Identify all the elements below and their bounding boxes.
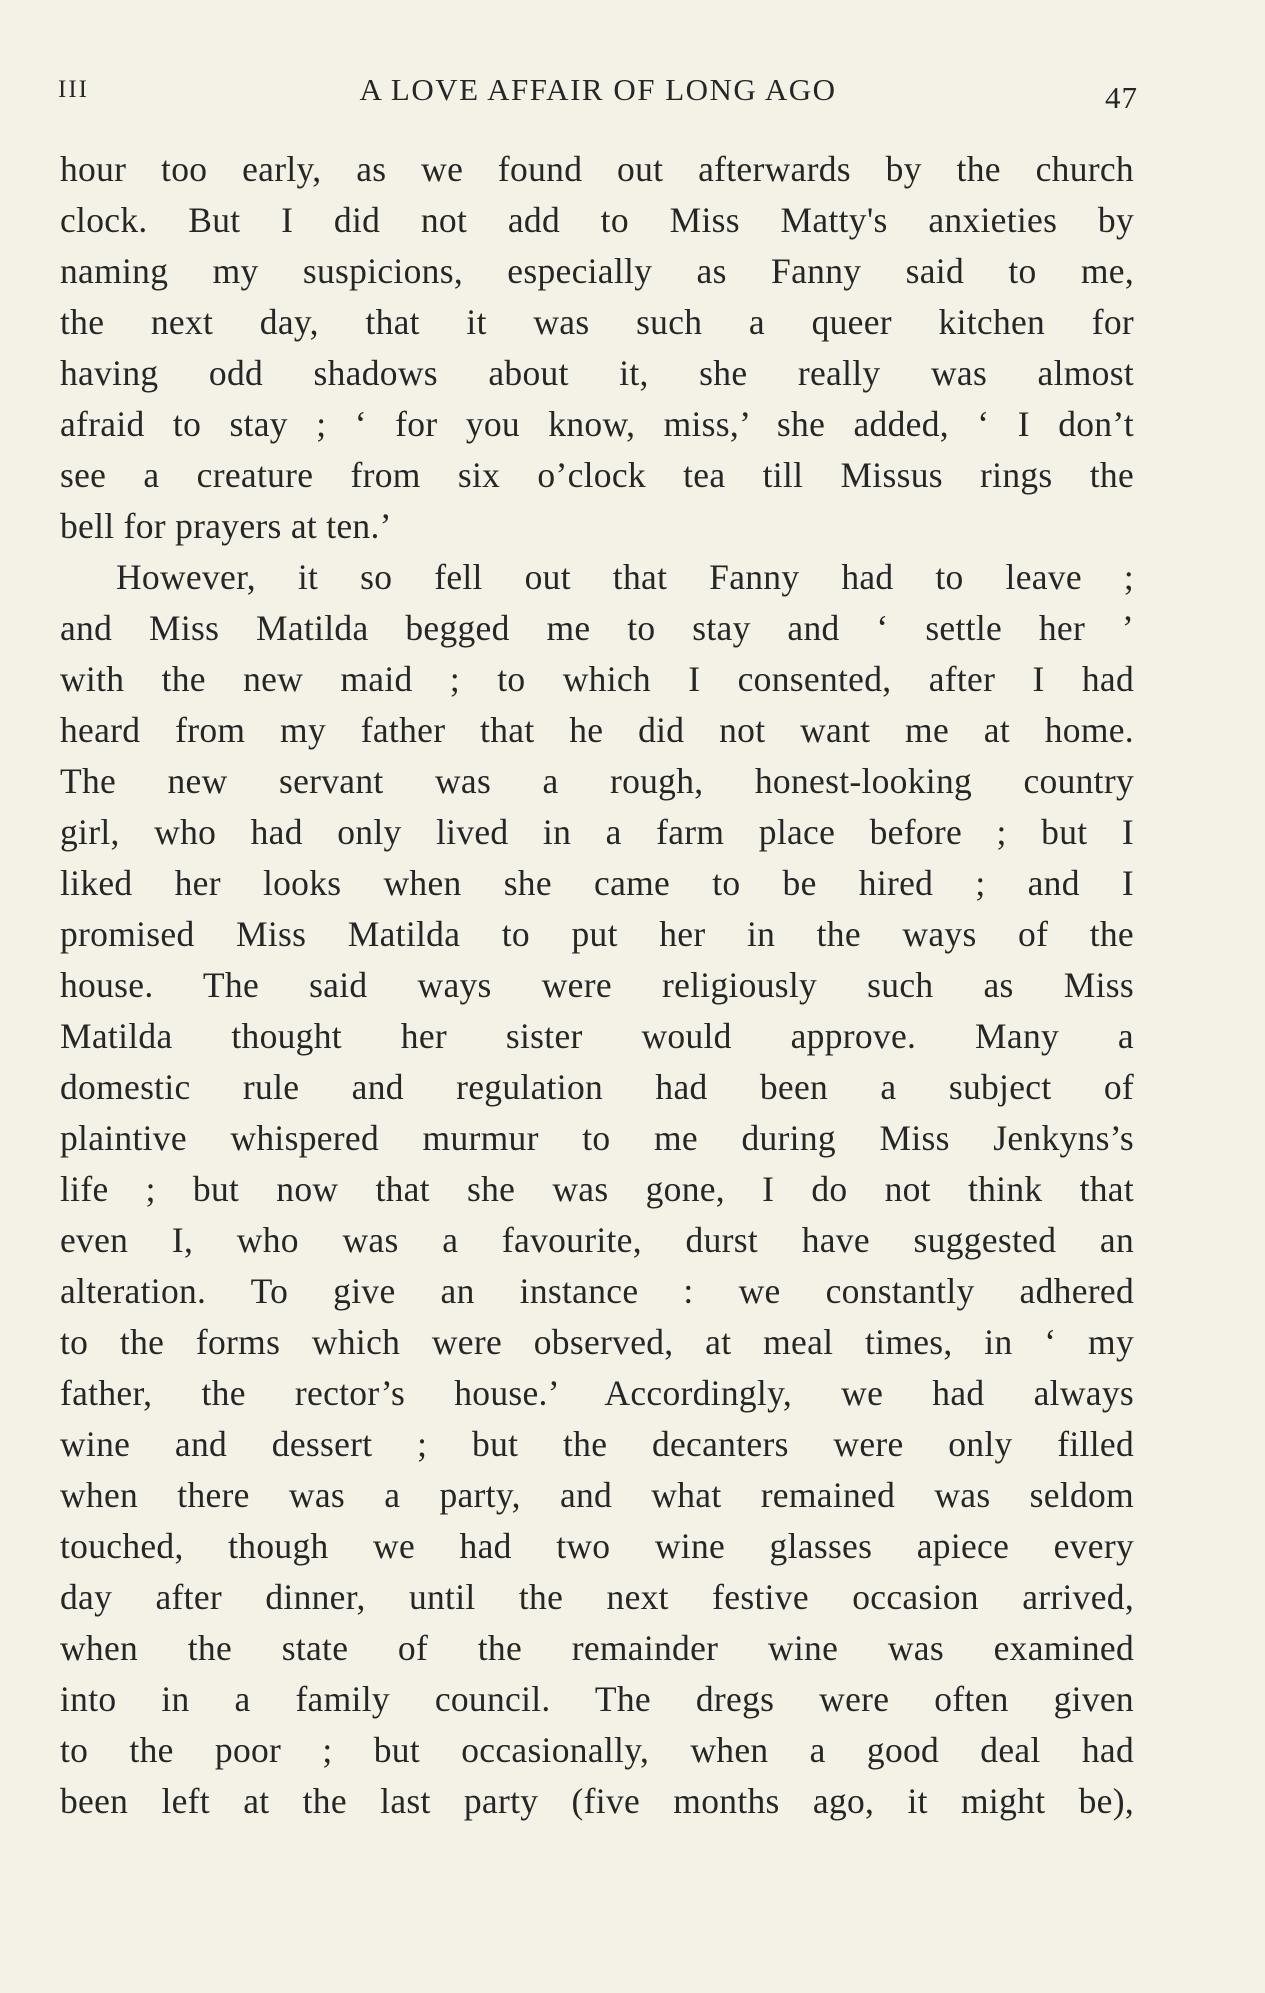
text-line: plaintive whispered murmur to me during Miss Jenkyns’s bbox=[60, 1118, 1134, 1158]
chapter-title: A LOVE AFFAIR OF LONG AGO bbox=[359, 72, 837, 107]
text-line: into in a family council. The dregs were often given bbox=[60, 1679, 1134, 1719]
text-line: father, the rector’s house.’ Accordingly, we had always bbox=[60, 1373, 1134, 1413]
text-line: promised Miss Matilda to put her in the ways of the bbox=[60, 914, 1134, 954]
text-line: naming my suspicions, especially as Fanny said to me, bbox=[60, 251, 1134, 291]
text-line: Matilda thought her sister would approve. Many a bbox=[60, 1016, 1134, 1056]
text-line: touched, though we had two wine glasses apiece every bbox=[60, 1526, 1134, 1566]
text-line: hour too early, as we found out afterwards by the church bbox=[60, 149, 1134, 189]
text-line: with the new maid ; to which I consented, after I had bbox=[60, 659, 1134, 699]
text-line: clock. But I did not add to Miss Matty's anxieties by bbox=[60, 200, 1134, 240]
text-line: liked her looks when she came to be hired ; and I bbox=[60, 863, 1134, 903]
text-line: having odd shadows about it, she really was almost bbox=[60, 353, 1134, 393]
text-line: heard from my father that he did not want me at home. bbox=[60, 710, 1134, 750]
text-line: afraid to stay ; ‘ for you know, miss,’ she added, ‘ I don’t bbox=[60, 404, 1134, 444]
paragraph-start-line: However, it so fell out that Fanny had to leave ; bbox=[116, 557, 1134, 597]
text-line: alteration. To give an instance : we constantly adhered bbox=[60, 1271, 1134, 1311]
text-line: life ; but now that she was gone, I do not think that bbox=[60, 1169, 1134, 1209]
text-line: to the poor ; but occasionally, when a good deal had bbox=[60, 1730, 1134, 1770]
chapter-number: III bbox=[58, 76, 89, 103]
text-line: and Miss Matilda begged me to stay and ‘ settle her ’ bbox=[60, 608, 1134, 648]
text-line: day after dinner, until the next festive occasion arrived, bbox=[60, 1577, 1134, 1617]
running-header bbox=[58, 72, 1138, 118]
text-line: even I, who was a favourite, durst have suggested an bbox=[60, 1220, 1134, 1260]
text-line: The new servant was a rough, honest-looking country bbox=[60, 761, 1134, 801]
text-line: wine and dessert ; but the decanters were only filled bbox=[60, 1424, 1134, 1464]
text-line: house. The said ways were religiously such as Miss bbox=[60, 965, 1134, 1005]
text-line: the next day, that it was such a queer kitchen for bbox=[60, 302, 1134, 342]
text-line: girl, who had only lived in a farm place before ; but I bbox=[60, 812, 1134, 852]
body-text bbox=[60, 144, 1134, 1827]
text-line: to the forms which were observed, at meal times, in ‘ my bbox=[60, 1322, 1134, 1362]
text-line: domestic rule and regulation had been a subject of bbox=[60, 1067, 1134, 1107]
text-line: bell for prayers at ten.’ bbox=[60, 506, 392, 546]
page-number: 47 bbox=[1105, 80, 1138, 115]
text-line: see a creature from six o’clock tea till Missus rings the bbox=[60, 455, 1134, 495]
text-line: when there was a party, and what remained was seldom bbox=[60, 1475, 1134, 1515]
text-line: been left at the last party (five months ago, it might be), bbox=[60, 1781, 1134, 1821]
text-line: when the state of the remainder wine was examined bbox=[60, 1628, 1134, 1668]
